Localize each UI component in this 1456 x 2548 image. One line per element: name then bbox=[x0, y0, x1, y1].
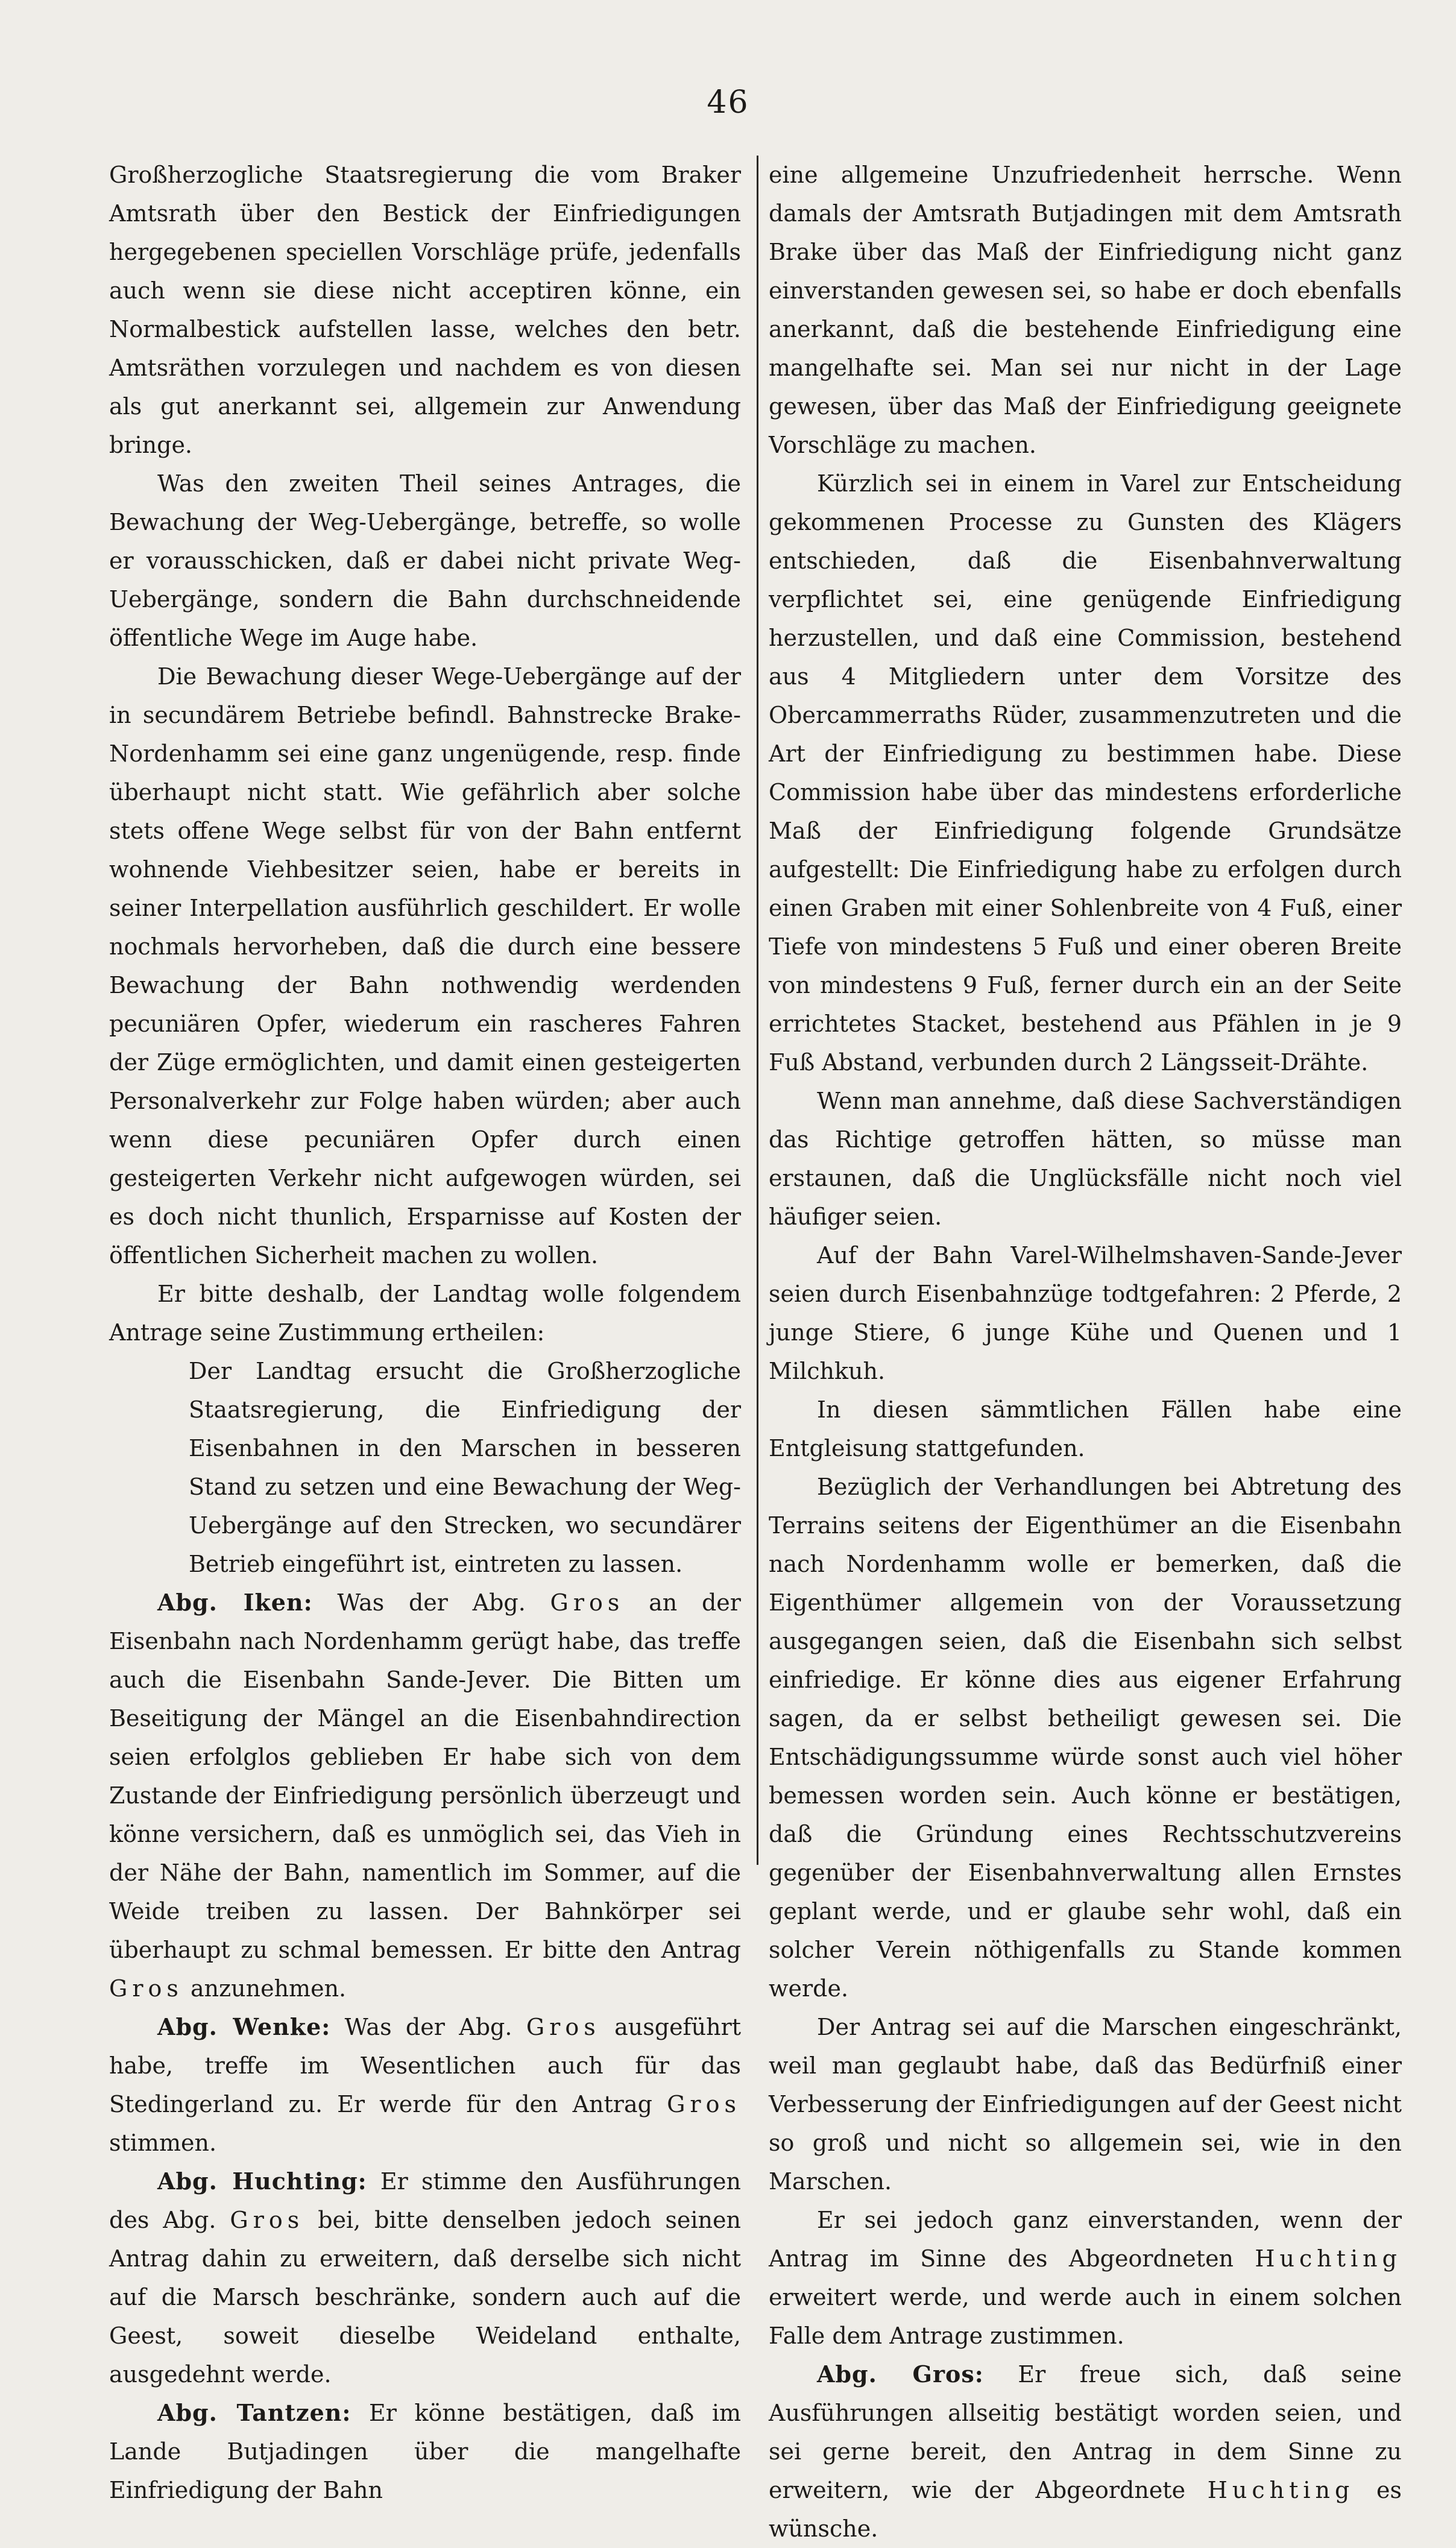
paragraph: Der Antrag sei auf die Marschen eingeschränkt, weil man geglaubt habe, daß das Bedürfniß einer Verbesserung der Einfriedigungen auf der Geest nicht so groß und nicht so allgemein sei, wie in den Marschen. bbox=[769, 2014, 1402, 2195]
motion-quote: Der Landtag ersucht die Großherzogliche Staatsregierung, die Einfriedigung der Eisenbahnen in den Marschen in besseren Stand zu setzen und eine Bewachung der Weg-Uebergänge auf den Strecken, wo secundärer Betrieb eingeführt ist, eintreten zu lassen. bbox=[189, 1358, 741, 1577]
column-divider bbox=[757, 156, 758, 1865]
spaced-name: Gros bbox=[109, 1975, 183, 2002]
paragraph: Die Bewachung dieser Wege-Uebergänge auf der in secundärem Betriebe befindl. Bahnstrecke Brake-Nordenhamm sei eine ganz ungenügende, resp. finde überhaupt nicht statt. Wie gefährlich aber solche stets offene Wege selbst für von der Bahn entfernt wohnende Viehbesitzer seien, habe er bereits in seiner Interpellation ausführlich geschildert. Er wolle nochmals hervorheben, daß die durch eine bessere Bewachung der Bahn nothwendig werdenden pecuniären Opfer, wiederum ein rascheres Fahren der Züge ermöglichten, und damit einen gesteigerten Personalverkehr zur Folge haben würden; aber auch wenn diese pecuniären Opfer durch einen gesteigerten Verkehr nicht aufgewogen würden, sei es doch nicht thunlich, Ersparnisse auf Kosten der öffentlichen Sicherheit machen zu wollen. bbox=[109, 663, 741, 1269]
paragraph: In diesen sämmtlichen Fällen habe eine Entgleisung stattgefunden. bbox=[769, 1396, 1402, 1462]
speaker-label: Abg. Huchting: bbox=[157, 2168, 367, 2195]
speech-text: Was der Abg. bbox=[344, 2014, 512, 2040]
spaced-name: Gros bbox=[230, 2207, 304, 2233]
paragraph-text: Er sei jedoch ganz einverstanden, wenn der Antrag im Sinne des Abgeordneten bbox=[769, 2207, 1402, 2272]
right-column bbox=[769, 156, 1402, 2548]
speech-text: Was der Abg. bbox=[337, 1589, 526, 1616]
speaker-label: Abg. Gros: bbox=[817, 2360, 984, 2388]
paragraph: Kürzlich sei in einem in Varel zur Entscheidung gekommenen Processe zu Gunsten des Klägers entschieden, daß die Eisenbahnverwaltung verpflichtet sei, eine genügende Einfriedigung herzustellen, und daß eine Commission, bestehend aus 4 Mitgliedern unter dem Vorsitze des Obercammerraths Rüder, zusammenzutreten und die Art der Einfriedigung zu bestimmen habe. Diese Commission habe über das mindestens erforderliche Maß der Einfriedigung folgende Grundsätze aufgestellt: Die Einfriedigung habe zu erfolgen durch einen Graben mit einer Sohlenbreite von 4 Fuß, einer Tiefe von mindestens 5 Fuß und einer oberen Breite von mindestens 9 Fuß, ferner durch ein an der Seite errichtetes Stacket, bestehend aus Pfählen in je 9 Fuß Abstand, verbunden durch 2 Längsseit-Drähte. bbox=[769, 470, 1402, 1076]
speech-iken bbox=[109, 1583, 741, 2008]
spaced-name: Huchting bbox=[1255, 2245, 1402, 2272]
speech-text: ausgeführt habe, treffe im Wesentlichen auch für das Stedingerland zu. Er werde für den Antrag bbox=[109, 2014, 741, 2118]
speaker-label: Abg. Iken: bbox=[157, 1589, 313, 1616]
speech-text: Er freue sich, daß seine Ausführungen allseitig bestätigt worden seien, und sei gerne bereit, den Antrag in dem Sinne zu erweitern, wie der Abgeordnete bbox=[769, 2361, 1402, 2503]
speech-text: Er stimme den Ausführungen des Abg. bbox=[109, 2168, 741, 2233]
paragraph: Wenn man annehme, daß diese Sachverständigen das Richtige getroffen hätten, so müsse man erstaunen, daß die Unglücksfälle nicht noch viel häufiger seien. bbox=[769, 1088, 1402, 1230]
speech-text: Er könne bestätigen, daß im Lande Butjadingen über die mangelhafte Einfriedigung der Bahn bbox=[109, 2400, 742, 2503]
spaced-name: Gros bbox=[526, 2014, 600, 2040]
speaker-label: Abg. Wenke: bbox=[157, 2013, 331, 2040]
speech-text: stimmen. bbox=[109, 2130, 217, 2156]
speech-wenke bbox=[109, 2008, 741, 2162]
paragraph: Großherzogliche Staatsregierung die vom Braker Amtsrath über den Bestick der Einfriedigungen hergegebenen speciellen Vorschläge prüfe, jedenfalls auch wenn sie diese nicht acceptiren könne, ein Normalbestick aufstellen lasse, welches den betr. Amtsräthen vorzulegen und nachdem es von diesen als gut anerkannt sei, allgemein zur Anwendung bringe. bbox=[109, 162, 741, 458]
paragraph: eine allgemeine Unzufriedenheit herrsche. Wenn damals der Amtsrath Butjadingen mit dem Amtsrath Brake über das Maß der Einfriedigung nicht ganz einverstanden gewesen sei, so habe er doch ebenfalls anerkannt, daß die bestehende Einfriedigung eine mangelhafte sei. Man sei nur nicht in der Lage gewesen, über das Maß der Einfriedigung geeignete Vorschläge zu machen. bbox=[769, 162, 1402, 458]
speaker-label: Abg. Tantzen: bbox=[157, 2399, 351, 2426]
spaced-name: Gros bbox=[667, 2091, 741, 2118]
paragraph: Was den zweiten Theil seines Antrages, die Bewachung der Weg-Uebergänge, betreffe, so wolle er vorausschicken, daß er dabei nicht private Weg-Uebergänge, sondern die Bahn durchschneidende öffentliche Wege im Auge habe. bbox=[109, 470, 741, 651]
speech-text: bei, bitte denselben jedoch seinen Antrag dahin zu erweitern, daß derselbe sich nicht auf die Marsch beschränke, sondern auch auf die Geest, soweit dieselbe Weideland enthalte, ausgedehnt werde. bbox=[109, 2207, 741, 2388]
paragraph: Er bitte deshalb, der Landtag wolle folgendem Antrage seine Zustimmung ertheilen: bbox=[109, 1281, 741, 1346]
speech-text: an der Eisenbahn nach Nordenhamm gerügt habe, das treffe auch die Eisenbahn Sande-Jever. Die Bitten um Beseitigung der Mängel an die Eisenbahndirection seien erfolglos geblieben Er habe sich von dem Zustande der Einfriedigung persönlich überzeugt und könne versichern, daß es unmöglich sei, das Vieh in der Nähe der Bahn, namentlich im Sommer, auf die Weide treiben zu lassen. Der Bahnkörper sei überhaupt zu schmal bemessen. Er bitte den Antrag bbox=[109, 1589, 741, 1963]
speech-text: es wünsche. bbox=[769, 2477, 1402, 2542]
spaced-name: Gros bbox=[550, 1589, 625, 1616]
paragraph: Bezüglich der Verhandlungen bei Abtretung des Terrains seitens der Eigenthümer an die Eisenbahn nach Nordenhamm wolle er bemerken, daß die Eigenthümer allgemein von der Voraussetzung ausgegangen seien, daß die Eisenbahn sich selbst einfriedige. Er könne dies aus eigener Erfahrung sagen, da er selbst betheiligt gewesen sei. Die Entschädigungssumme würde sonst auch viel höher bemessen worden sein. Auch könne er bestätigen, daß die Gründung eines Rechtsschutzvereins gegenüber der Eisenbahnverwaltung allen Ernstes geplant werde, und er glaube sehr wohl, daß ein solcher Verein nöthigenfalls zu Stande kommen werde. bbox=[769, 1474, 1402, 2002]
speech-gros bbox=[769, 2355, 1402, 2548]
spaced-name: Huchting bbox=[1207, 2477, 1355, 2503]
speech-text: anzunehmen. bbox=[191, 1975, 347, 2002]
left-column bbox=[109, 156, 741, 2509]
speech-huchting bbox=[109, 2162, 741, 2394]
page-number: 46 bbox=[707, 84, 749, 121]
paragraph bbox=[769, 2201, 1402, 2355]
speech-tantzen bbox=[109, 2394, 741, 2509]
paragraph: Auf der Bahn Varel-Wilhelmshaven-Sande-Jever seien durch Eisenbahnzüge todtgefahren: 2 Pferde, 2 junge Stiere, 6 junge Kühe und Quenen und 1 Milchkuh. bbox=[769, 1242, 1402, 1384]
paragraph-text: erweitert werde, und werde auch in einem solchen Falle dem Antrage zustimmen. bbox=[769, 2284, 1402, 2349]
